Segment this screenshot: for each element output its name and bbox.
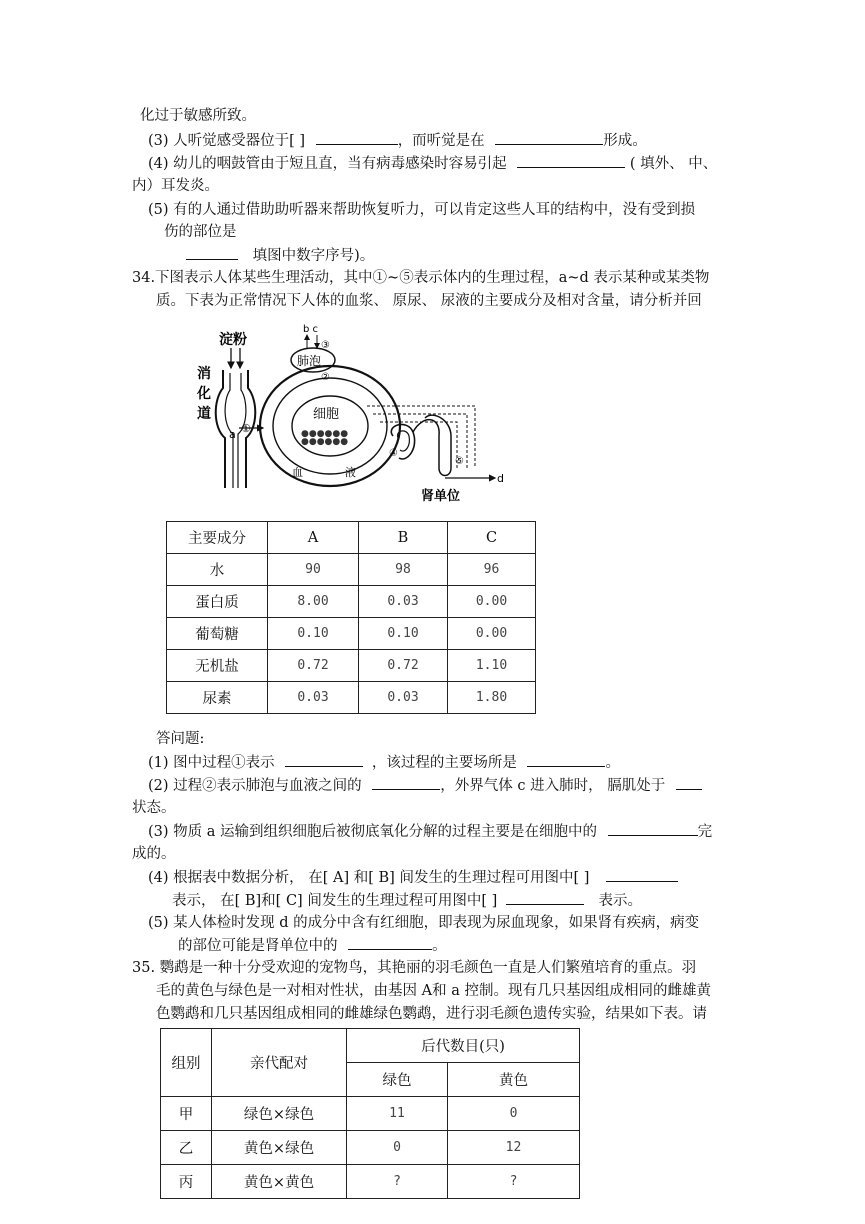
q34-a1-text-a: (1) 图中过程①表示 [148, 755, 275, 771]
table-row [161, 1097, 580, 1131]
q34-answer-3 [148, 821, 712, 842]
q33-p5-text-a: (5) 有的人通过借助助听器来帮助恢复听力，可以肯定这些人耳的结构中，没有受到损 [148, 202, 696, 218]
q34-a1-blank1[interactable] [285, 752, 363, 767]
row-label: 蛋白质 [167, 586, 268, 618]
label-d: d [497, 472, 504, 485]
cell-value: 0.03 [359, 682, 448, 714]
q34-a2-blank1[interactable] [372, 775, 440, 790]
q33-p3-blank2[interactable] [495, 130, 603, 145]
q34-answer-prompt: 答问题: [156, 731, 205, 747]
cell-value: 0.00 [448, 618, 536, 650]
cell-value: 0.03 [359, 586, 448, 618]
table-row [167, 618, 536, 650]
q33-p4-text-b: ( 填外、 中、 [629, 156, 718, 172]
q34-a2-text-b: ，外界气体 c 进入肺时， 膈肌处于 [440, 778, 666, 794]
cell-label: 细胞 [313, 407, 340, 422]
q34-answer-4 [148, 867, 678, 888]
digestive-char-2: 化 [197, 386, 211, 402]
q34-a3-blank[interactable] [608, 821, 698, 836]
digestive-char-3: 道 [197, 406, 211, 422]
table-row [167, 650, 536, 682]
q33-p3-text-a: (3) 人听觉感受器位于[ ] [148, 133, 306, 149]
q33-line0: 化过于敏感所致。 [140, 108, 256, 124]
header-group: 组别 [161, 1029, 212, 1097]
q34-a5-text-c: 。 [432, 938, 447, 954]
blood-ring-inner [273, 378, 387, 474]
digestive-char-1: 消 [197, 366, 211, 382]
row-label: 水 [167, 554, 268, 586]
yellow-count: ? [448, 1165, 580, 1199]
header-parents: 亲代配对 [212, 1029, 347, 1097]
table-row [167, 554, 536, 586]
physiology-diagram [195, 318, 515, 508]
q33-p4-blank[interactable] [517, 153, 625, 168]
q34-a4-text-b: 表示， 在[ B]和[ C] 间发生的生理过程可用图中[ ] [172, 893, 498, 909]
cell-outline [292, 396, 368, 456]
table-row [167, 586, 536, 618]
q33-p5-text-c: 填图中数字序号)。 [252, 248, 375, 264]
table-row [167, 682, 536, 714]
q34-a3-text-b: 完 [697, 824, 713, 840]
cell-value: 0.10 [359, 618, 448, 650]
green-count: 0 [347, 1131, 448, 1165]
green-count: 11 [347, 1097, 448, 1131]
q34-a1-blank2[interactable] [527, 752, 605, 767]
cell-value: 90 [268, 554, 359, 586]
table-row [161, 1131, 580, 1165]
q35-line2: 毛的黄色与绿色是一对相对性状，由基因 A和 a 控制。现有几只基因组成相同的雌雄黄 [156, 983, 711, 999]
cell-value: 1.10 [448, 650, 536, 682]
cell-value: 0.03 [268, 682, 359, 714]
header-b: B [359, 522, 448, 554]
q34-answer-1 [148, 752, 620, 773]
kidney-unit-label: 肾单位 [421, 489, 461, 504]
yellow-count: 12 [448, 1131, 580, 1165]
group-label: 乙 [161, 1131, 212, 1165]
cell-value: 8.00 [268, 586, 359, 618]
q34-a2-text-c: 状态。 [132, 800, 176, 816]
blood-label-1: 血 [292, 466, 303, 479]
yellow-count: 0 [448, 1097, 580, 1131]
q35-line1: 35. 鹦鹉是一种十分受欢迎的宠物鸟，其艳丽的羽毛颜色一直是人们繁殖培育的重点。羽 [132, 960, 697, 976]
header-yellow: 黄色 [448, 1063, 580, 1097]
q34-intro-line2: 质。下表为正常情况下人体的血浆、 原尿、 尿液的主要成分及相对含量，请分析并回 [156, 293, 702, 309]
starch-label: 淀粉 [219, 332, 247, 348]
label-n3: ③ [321, 340, 330, 351]
q34-intro-line1: 34.下图表示人体某些生理活动，其中①~⑤表示体内的生理过程，a~d 表示某种或某类物 [132, 270, 710, 286]
q34-a5-text-b: 的部位可能是肾单位中的 [178, 938, 338, 954]
cell-value: 0.72 [268, 650, 359, 682]
q34-a5-text-a: (5) 某人体检时发现 d 的成分中含有红细胞，即表现为尿血现象，如果肾有疾病，病变 [148, 915, 700, 931]
header-offspring: 后代数目(只) [347, 1029, 580, 1063]
inheritance-table [160, 1028, 580, 1199]
q34-a1-text-c: 。 [605, 755, 620, 771]
cell-value: 0.10 [268, 618, 359, 650]
composition-table-header [167, 522, 536, 554]
cell-organelles-2: ●●●●●● [301, 437, 349, 447]
row-label: 尿素 [167, 682, 268, 714]
header-c: C [448, 522, 536, 554]
q34-a5-blank[interactable] [348, 935, 432, 950]
label-n4: ④ [389, 448, 398, 459]
q33-part3 [148, 130, 647, 151]
label-n1: ① [241, 422, 251, 435]
parents-cell: 绿色×绿色 [212, 1097, 347, 1131]
group-label: 丙 [161, 1165, 212, 1199]
row-label: 无机盐 [167, 650, 268, 682]
header-component: 主要成分 [167, 522, 268, 554]
cell-organelles: ●●●●●● [301, 429, 349, 439]
q33-p4-text-a: (4) 幼儿的咽鼓管由于短且直，当有病毒感染时容易引起 [148, 156, 507, 172]
q33-part5-blank-row [186, 245, 374, 266]
q33-p3-text-c: 形成。 [603, 133, 647, 149]
alveoli-label: 肺泡 [297, 354, 322, 368]
q34-a4-text-a: (4) 根据表中数据分析， 在[ A] 和[ B] 间发生的生理过程可用图中[ ] [148, 870, 590, 886]
cell-value: 0.00 [448, 586, 536, 618]
blood-ring-outer [260, 366, 400, 486]
q33-p3-text-b: ，而听觉是在 [397, 133, 485, 149]
blood-label-2: 液 [345, 466, 356, 479]
label-a: a [229, 428, 236, 441]
q33-p5-text-b: 伤的部位是 [164, 224, 237, 240]
q34-answer-4-cont [172, 890, 642, 911]
label-n5: ⑤ [455, 456, 464, 467]
renal-tubule [413, 415, 451, 475]
q35-line3: 色鹦鹉和几只基因组成相同的雌雄绿色鹦鹉，进行羽毛颜色遗传实验，结果如下表。请 [156, 1006, 707, 1022]
q34-answer-2 [148, 775, 702, 796]
q33-p4-text-c: 内）耳发炎。 [132, 178, 219, 194]
q34-a3-text-a: (3) 物质 a 运输到组织细胞后被彻底氧化分解的过程主要是在细胞中的 [148, 824, 598, 840]
q34-a1-text-b: ，该过程的主要场所是 [371, 755, 517, 771]
parents-cell: 黄色×绿色 [212, 1131, 347, 1165]
q33-p3-blank1[interactable] [316, 130, 398, 145]
q34-answer-5-cont [178, 935, 447, 956]
cell-value: 1.80 [448, 682, 536, 714]
cell-value: 0.72 [359, 650, 448, 682]
q34-a3-text-c: 成的。 [132, 846, 176, 862]
table-row [161, 1165, 580, 1199]
parents-cell: 黄色×黄色 [212, 1165, 347, 1199]
header-green: 绿色 [347, 1063, 448, 1097]
label-bc: b c [303, 324, 319, 335]
q33-p5-blank[interactable] [186, 245, 238, 260]
green-count: ? [347, 1165, 448, 1199]
header-a: A [268, 522, 359, 554]
q34-a2-blank2[interactable] [676, 775, 702, 790]
q33-part4 [148, 153, 717, 174]
q34-a4-blank1[interactable] [606, 867, 678, 882]
row-label: 葡萄糖 [167, 618, 268, 650]
q34-a4-text-c: 表示。 [598, 893, 642, 909]
group-label: 甲 [161, 1097, 212, 1131]
cell-value: 98 [359, 554, 448, 586]
q34-a2-text-a: (2) 过程②表示肺泡与血液之间的 [148, 778, 362, 794]
cell-value: 96 [448, 554, 536, 586]
composition-table [166, 521, 536, 714]
label-n2: ② [321, 372, 330, 383]
q34-a4-blank2[interactable] [506, 890, 584, 905]
